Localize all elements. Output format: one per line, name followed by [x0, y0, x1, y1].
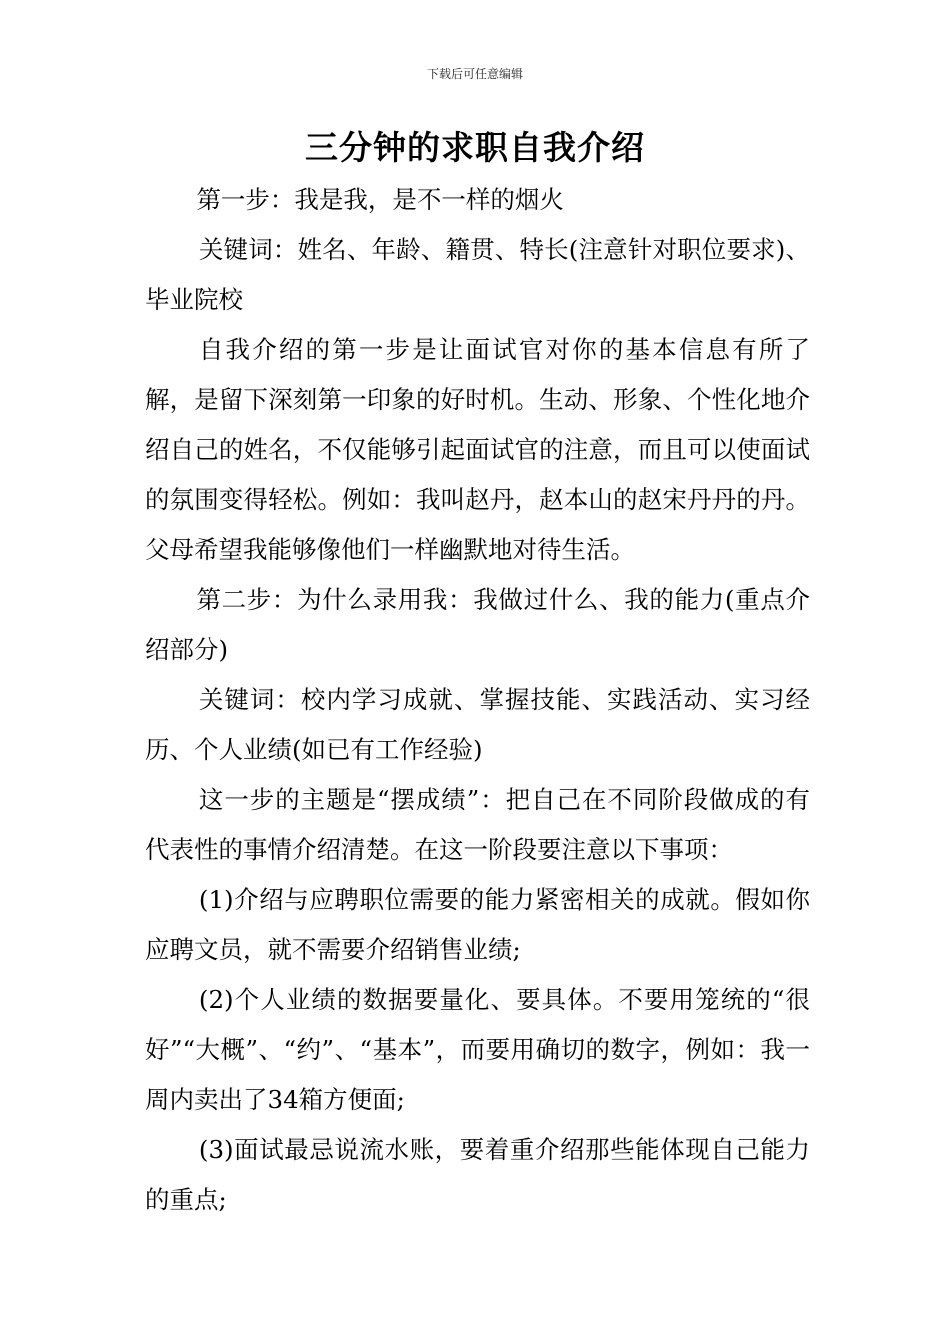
step-one-heading: 第一步：我是我，是不一样的烟火 [196, 185, 564, 214]
step-two-heading: 第二步：为什么录用我：我做过什么、我的能力(重点介绍部分) [145, 585, 810, 664]
step-two-keywords: 关键词：校内学习成就、掌握技能、实践活动、实习经历、个人业绩(如已有工作经验) [145, 685, 810, 764]
header-note: 下载后可任意编辑 [426, 67, 523, 81]
list-item-2: (2)个人业绩的数据要量化、要具体。不要用笼统的“很好”“大概”、“约”、“基本”，而要用确切的数字，例如：我一周内卖出了34箱方便面; [145, 985, 810, 1114]
step-one-keywords: 关键词：姓名、年龄、籍贯、特长(注意针对职位要求)、毕业院校 [145, 235, 810, 314]
list-item-1: (1)介绍与应聘职位需要的能力紧密相关的成就。假如你应聘文员，就不需要介绍销售业绩; [145, 885, 810, 964]
document-body [145, 175, 810, 1225]
step-one-paragraph: 自我介绍的第一步是让面试官对你的基本信息有所了解，是留下深刻第一印象的好时机。生动、形象、个性化地介绍自己的姓名，不仅能够引起面试官的注意，而且可以使面试的氛围变得轻松。例如：我叫赵丹，赵本山的赵宋丹丹的丹。父母希望我能够像他们一样幽默地对待生活。 [145, 335, 810, 564]
list-item-3: (3)面试最忌说流水账，要着重介绍那些能体现自己能力的重点; [145, 1135, 810, 1214]
step-two-paragraph: 这一步的主题是“摆成绩”：把自己在不同阶段做成的有代表性的事情介绍清楚。在这一阶段要注意以下事项： [145, 785, 810, 864]
document-title: 三分钟的求职自我介绍 [305, 128, 645, 167]
